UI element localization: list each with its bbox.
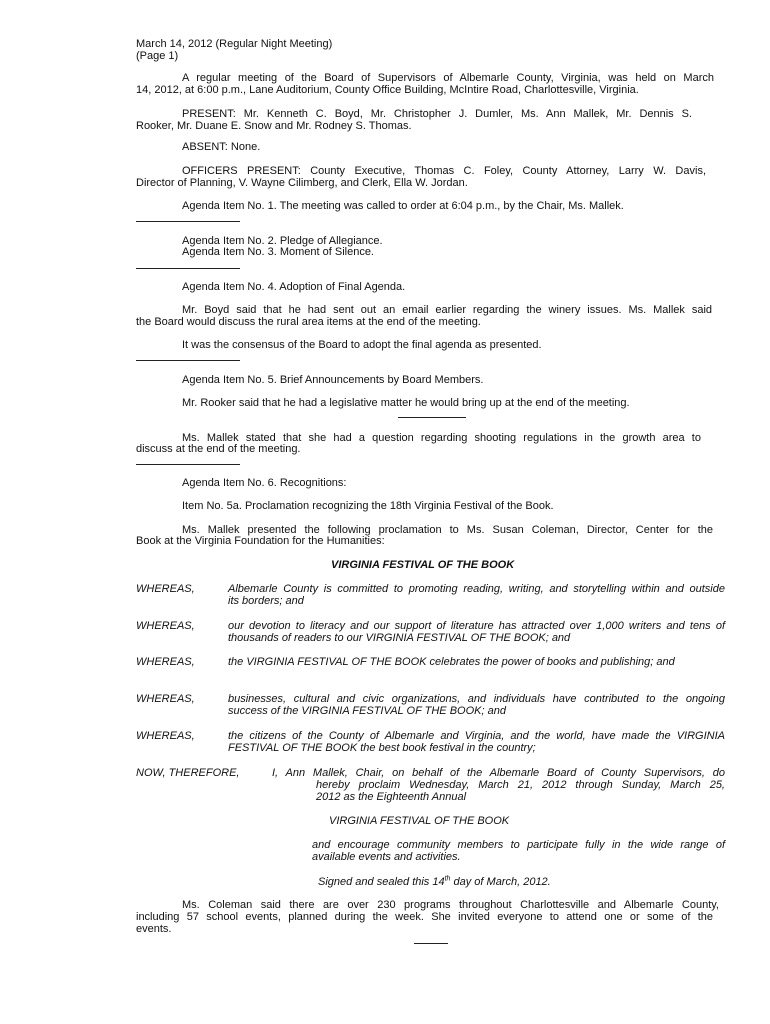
agenda-item-4: Agenda Item No. 4. Adoption of Final Agenda. bbox=[182, 281, 406, 293]
coleman-line-3: events. bbox=[136, 923, 172, 935]
whereas-label: WHEREAS, bbox=[136, 730, 195, 742]
agenda-item-2: Agenda Item No. 2. Pledge of Allegiance. bbox=[182, 235, 383, 247]
whereas-label: WHEREAS, bbox=[136, 620, 195, 632]
festival-name-line: VIRGINIA FESTIVAL OF THE BOOK bbox=[329, 815, 510, 827]
signed-text-end: day of March, 2012. bbox=[450, 876, 551, 888]
proclamation-title: VIRGINIA FESTIVAL OF THE BOOK bbox=[331, 559, 515, 571]
section-divider bbox=[136, 221, 240, 222]
consensus-line: It was the consensus of the Board to adopt the final agenda as presented. bbox=[182, 339, 542, 351]
whereas-4-line-1: businesses, cultural and civic organizations, and individuals have contributed to the ongoing bbox=[228, 693, 725, 705]
header-date: March 14, 2012 (Regular Night Meeting) bbox=[136, 38, 333, 50]
encourage-line-1: and encourage community members to participate fully in the wide range of bbox=[312, 839, 725, 851]
presented-line-1: Ms. Mallek presented the following proclamation to Ms. Susan Coleman, Director, Center for the bbox=[182, 524, 713, 536]
section-divider bbox=[414, 943, 448, 944]
signed-sealed-line bbox=[318, 876, 551, 889]
encourage-line-2: available events and activities. bbox=[312, 851, 461, 863]
now-therefore-line-1: I, Ann Mallek, Chair, on behalf of the Albemarle Board of County Supervisors, do bbox=[272, 767, 725, 779]
presented-line-2: Book at the Virginia Foundation for the Humanities: bbox=[136, 535, 385, 547]
whereas-2-line-2: thousands of readers to our VIRGINIA FESTIVAL OF THE BOOK; and bbox=[228, 632, 571, 644]
whereas-label: WHEREAS, bbox=[136, 583, 195, 595]
present-line-2: Rooker, Mr. Duane E. Snow and Mr. Rodney S. Thomas. bbox=[136, 120, 412, 132]
whereas-4-line-2: success of the VIRGINIA FESTIVAL OF THE BOOK; and bbox=[228, 705, 506, 717]
coleman-line-1: Ms. Coleman said there are over 230 programs throughout Charlottesville and Albemarle County, bbox=[182, 899, 719, 911]
opening-line-1: A regular meeting of the Board of Supervisors of Albemarle County, Virginia, was held on March bbox=[182, 72, 714, 84]
agenda-item-1: Agenda Item No. 1. The meeting was called to order at 6:04 p.m., by the Chair, Ms. Mallek. bbox=[182, 200, 624, 212]
signed-superscript: th bbox=[444, 875, 451, 883]
mallek-shooting-line-1: Ms. Mallek stated that she had a question regarding shooting regulations in the growth area to bbox=[182, 432, 701, 444]
header-page-number: (Page 1) bbox=[136, 50, 179, 62]
whereas-1-line-2: its borders; and bbox=[228, 595, 304, 607]
whereas-label: WHEREAS, bbox=[136, 656, 195, 668]
agenda-item-6: Agenda Item No. 6. Recognitions: bbox=[182, 477, 347, 489]
now-therefore-line-3: 2012 as the Eighteenth Annual bbox=[316, 791, 467, 803]
whereas-5-line-2: FESTIVAL OF THE BOOK the best book festival in the country; bbox=[228, 742, 536, 754]
now-therefore-label: NOW, THEREFORE, bbox=[136, 767, 240, 779]
officers-line-2: Director of Planning, V. Wayne Cilimberg, and Clerk, Ella W. Jordan. bbox=[136, 177, 468, 189]
signed-text-start: Signed and sealed this 14 bbox=[318, 876, 445, 888]
present-line-1: PRESENT: Mr. Kenneth C. Boyd, Mr. Christopher J. Dumler, Ms. Ann Mallek, Mr. Dennis S. bbox=[182, 108, 692, 120]
absent-line: ABSENT: None. bbox=[182, 141, 261, 153]
section-divider bbox=[136, 268, 240, 269]
whereas-2-line-1: our devotion to literacy and our support of literature has attracted over 1,000 writers and tens of bbox=[228, 620, 725, 632]
agenda-item-3: Agenda Item No. 3. Moment of Silence. bbox=[182, 246, 374, 258]
agenda-item-5: Agenda Item No. 5. Brief Announcements by Board Members. bbox=[182, 374, 484, 386]
coleman-line-2: including 57 school events, planned during the week. She invited everyone to attend one or some of the bbox=[136, 911, 713, 923]
whereas-5-line-1: the citizens of the County of Albemarle and Virginia, and the world, have made the VIRGINIA bbox=[228, 730, 725, 742]
now-therefore-line-2: hereby proclaim Wednesday, March 21, 2012 through Sunday, March 25, bbox=[316, 779, 725, 791]
section-divider bbox=[136, 360, 240, 361]
whereas-label: WHEREAS, bbox=[136, 693, 195, 705]
boyd-line-2: the Board would discuss the rural area items at the end of the meeting. bbox=[136, 316, 481, 328]
whereas-1-line-1: Albemarle County is committed to promoting reading, writing, and storytelling within and outside bbox=[228, 583, 725, 595]
section-divider bbox=[398, 417, 466, 418]
rooker-line: Mr. Rooker said that he had a legislative matter he would bring up at the end of the meeting. bbox=[182, 397, 630, 409]
opening-line-2: 14, 2012, at 6:00 p.m., Lane Auditorium, County Office Building, McIntire Road, Charlottesville, Virginia. bbox=[136, 84, 639, 96]
officers-line-1: OFFICERS PRESENT: County Executive, Thomas C. Foley, County Attorney, Larry W. Davis, bbox=[182, 165, 706, 177]
mallek-shooting-line-2: discuss at the end of the meeting. bbox=[136, 443, 301, 455]
section-divider bbox=[136, 464, 240, 465]
boyd-line-1: Mr. Boyd said that he had sent out an email earlier regarding the winery issues. Ms. Mallek said bbox=[182, 304, 712, 316]
item-5a-line: Item No. 5a. Proclamation recognizing the 18th Virginia Festival of the Book. bbox=[182, 500, 554, 512]
whereas-3-line-1: the VIRGINIA FESTIVAL OF THE BOOK celebrates the power of books and publishing; and bbox=[228, 656, 675, 668]
